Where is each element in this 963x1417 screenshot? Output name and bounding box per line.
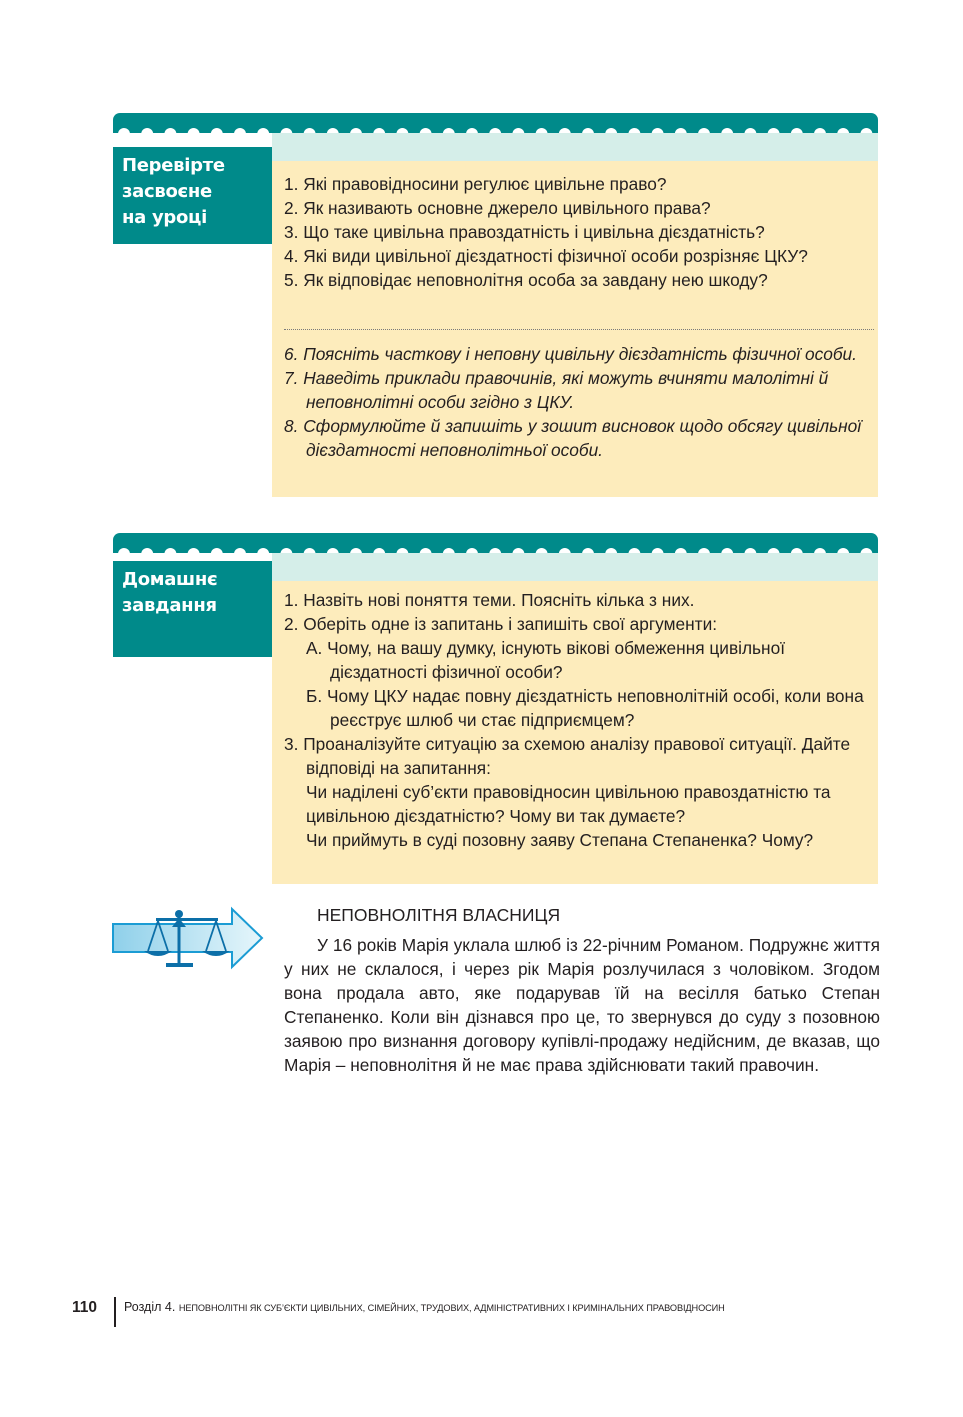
- review-question-3: 3. Що таке цивільна правоздатність і цивільна дієздатність?: [284, 222, 765, 242]
- footer-section: Розділ 4.: [124, 1300, 176, 1314]
- homework-task-3: 3. Проаналізуйте ситуацію за схемою аналізу правової ситуації. Дайте відповіді на запитання:: [284, 734, 851, 778]
- homework-task-3-question-1: Чи наділені суб’єкти правовідносин цивільною правоздатністю та цивільною дієздатністю? Чому ви так думаєте?: [306, 782, 831, 826]
- review-question-list: [284, 172, 872, 292]
- review-italic-question-list: [284, 342, 872, 462]
- homework-scallop-border: [113, 533, 878, 553]
- dotted-separator: [284, 329, 874, 330]
- review-label-line-1: Перевірте: [122, 155, 225, 176]
- homework-task-2: 2. Оберіть одне із запитань і запишіть свої аргументи:: [284, 614, 718, 634]
- case-text: У 16 років Марія уклала шлюб із 22-річним Романом. Подружнє життя у них не склалося, і через рік Марія розлучилася з чоловіком. Згодом вона продала авто, яке подарував їй на весілля батько Степан Степаненко. Коли він дізнався про це, то звернувся до суду з позовною заявою про визнання договору купівлі-продажу недійсним, де вказав, що Марія – неповнолітня й не має права здійснювати такий правочин.: [284, 935, 880, 1075]
- review-question-6: 6. Поясніть часткову і неповну цивільну дієздатність фізичної особи.: [284, 344, 857, 364]
- homework-task-3-question-2: Чи приймуть в суді позовну заяву Степана Степаненка? Чому?: [306, 830, 814, 850]
- review-header-band: [272, 133, 878, 161]
- homework-label-line-2: завдання: [122, 595, 217, 616]
- case-title: НЕПОВНОЛІТНЯ ВЛАСНИЦЯ: [317, 905, 561, 925]
- homework-task-2-option-b: Б. Чому ЦКУ надає повну дієздатність неповнолітній особі, коли вона реєструє шлюб чи стає підприємцем?: [306, 686, 864, 730]
- review-question-8: 8. Сформулюйте й запишіть у зошит висновок щодо обсягу цивільної дієздатності неповнолітньої особи.: [284, 416, 862, 460]
- review-question-2: 2. Як називають основне джерело цивільного права?: [284, 198, 711, 218]
- footer-divider: [114, 1297, 116, 1327]
- homework-section-label: [113, 561, 272, 657]
- review-question-1: 1. Які правовідносини регулює цивільне право?: [284, 174, 667, 194]
- review-question-5: 5. Як відповідає неповнолітня особа за завдану нею шкоду?: [284, 270, 768, 290]
- homework-label-line-1: Домашнє: [122, 569, 218, 590]
- homework-header-band: [272, 553, 878, 581]
- homework-task-1: 1. Назвіть нові поняття теми. Поясніть кілька з них.: [284, 590, 695, 610]
- review-label-line-3: на уроці: [122, 207, 207, 228]
- page-number: 110: [72, 1299, 98, 1316]
- review-scallop-border: [113, 113, 878, 133]
- footer-section-title: НЕПОВНОЛІТНІ ЯК СУБ’ЄКТИ ЦИВІЛЬНИХ, СІМЕЙНИХ, ТРУДОВИХ, АДМІНІСТРАТИВНИХ І КРИМІНАЛЬНИХ ПРАВОВІДНОСИН: [178, 1303, 725, 1313]
- homework-task-list: [284, 588, 872, 852]
- homework-task-2-option-a: А. Чому, на вашу думку, існують вікові обмеження цивільної дієздатності фізичної особи?: [306, 638, 786, 682]
- footer-running-title: [124, 1300, 725, 1314]
- review-label-line-2: засвоєне: [122, 181, 212, 202]
- review-question-4: 4. Які види цивільної дієздатності фізичної особи розрізняє ЦКУ?: [284, 246, 808, 266]
- scales-arrow-icon: [110, 905, 266, 971]
- review-section-label: [113, 147, 272, 244]
- review-question-7: 7. Наведіть приклади правочинів, які можуть вчиняти малолітні й неповнолітні особи згідно з ЦКУ.: [284, 368, 829, 412]
